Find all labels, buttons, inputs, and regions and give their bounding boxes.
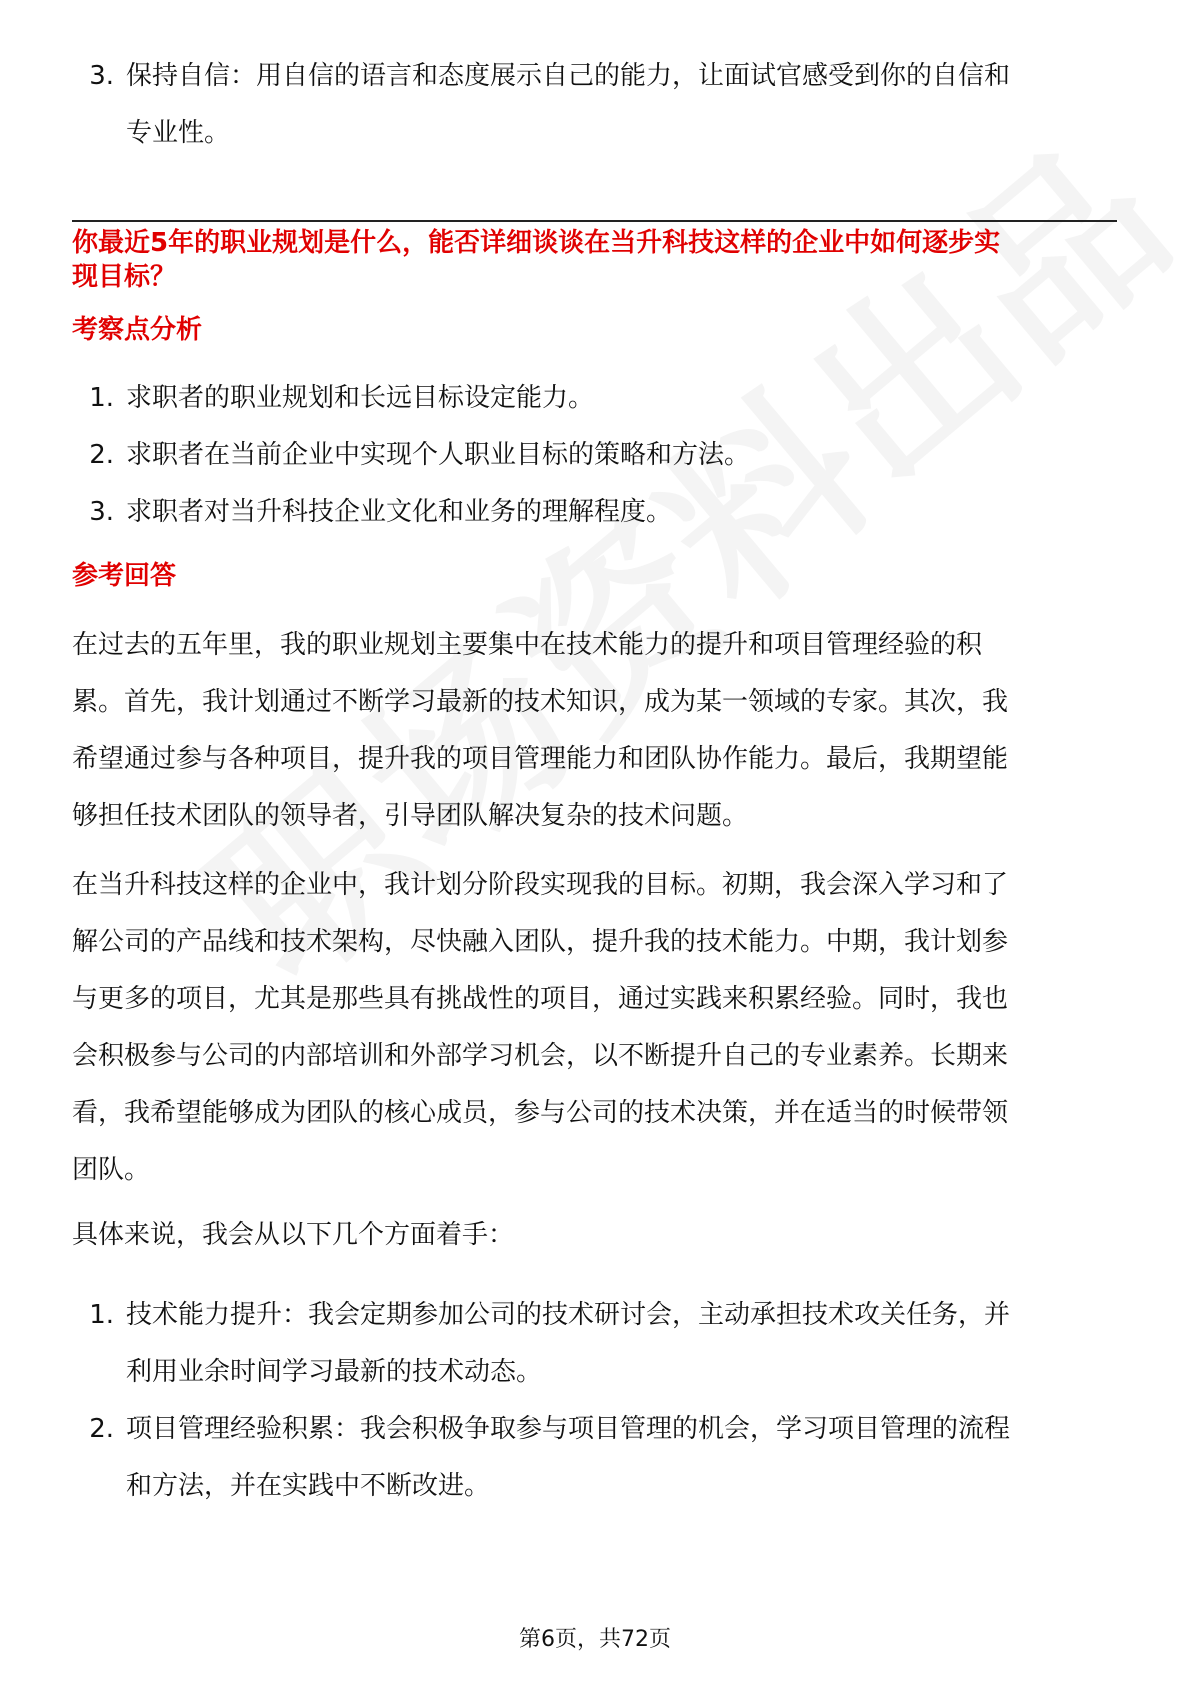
list-text-line: 技术能力提升：我会定期参加公司的技术研讨会，主动承担技术攻关任务，并	[126, 1300, 1011, 1330]
list-item	[72, 370, 1117, 427]
paragraph-line: 希望通过参与各种项目，提升我的项目管理能力和团队协作能力。最后，我期望能	[72, 744, 1009, 774]
answer-paragraph-2	[72, 857, 1117, 1199]
list-item	[72, 1401, 1117, 1515]
paragraph-line: 看，我希望能够成为团队的核心成员，参与公司的技术决策，并在适当的时候带领	[72, 1098, 1009, 1128]
paragraph-line: 累。首先，我计划通过不断学习最新的技术知识，成为某一领域的专家。其次，我	[72, 687, 1009, 717]
list-number: 3.	[89, 61, 114, 91]
paragraph-line: 够担任技术团队的领导者，引导团队解决复杂的技术问题。	[72, 801, 749, 831]
list-text-line: 专业性。	[126, 118, 231, 148]
list-number: 1.	[89, 383, 114, 413]
paragraph-line: 与更多的项目，尤其是那些具有挑战性的项目，通过实践来积累经验。同时，我也	[72, 984, 1009, 1014]
list-number: 2.	[89, 1414, 114, 1444]
list-number: 1.	[89, 1300, 114, 1330]
list-text: 求职者对当升科技企业文化和业务的理解程度。	[126, 497, 673, 527]
list-text-line: 项目管理经验积累：我会积极争取参与项目管理的机会，学习项目管理的流程	[126, 1414, 1011, 1444]
list-item	[72, 427, 1117, 484]
answer-paragraph-3: 具体来说，我会从以下几个方面着手：	[72, 1220, 515, 1250]
paragraph-line: 会积极参与公司的内部培训和外部学习机会，以不断提升自己的专业素养。长期来	[72, 1041, 1009, 1071]
paragraph-line: 在过去的五年里，我的职业规划主要集中在技术能力的提升和项目管理经验的积	[72, 630, 983, 660]
question-line: 你最近5年的职业规划是什么，能否详细谈谈在当升科技这样的企业中如何逐步实	[72, 228, 1001, 258]
list-number: 3.	[89, 497, 114, 527]
list-text: 求职者的职业规划和长远目标设定能力。	[126, 383, 595, 413]
list-text-line: 和方法，并在实践中不断改进。	[126, 1471, 491, 1501]
page-footer: 第6页，共72页	[519, 1627, 671, 1652]
paragraph-line: 团队。	[72, 1155, 151, 1185]
analysis-list	[72, 370, 1117, 541]
paragraph-line: 在当升科技这样的企业中，我计划分阶段实现我的目标。初期，我会深入学习和了	[72, 870, 1009, 900]
question-line: 现目标？	[72, 262, 177, 292]
answer-heading: 参考回答	[72, 561, 177, 591]
list-text: 求职者在当前企业中实现个人职业目标的策略和方法。	[126, 440, 751, 470]
question-heading	[72, 226, 1117, 294]
paragraph-line: 解公司的产品线和技术架构，尽快融入团队，提升我的技术能力。中期，我计划参	[72, 927, 1009, 957]
list-number: 2.	[89, 440, 114, 470]
answer-list	[72, 1287, 1117, 1515]
analysis-heading: 考察点分析	[72, 315, 203, 345]
divider	[72, 220, 1117, 222]
list-item	[72, 1287, 1117, 1401]
answer-paragraph-1	[72, 617, 1117, 845]
top-list-item	[72, 48, 1117, 162]
list-text-line: 保持自信：用自信的语言和态度展示自己的能力，让面试官感受到你的自信和	[126, 61, 1011, 91]
list-item	[72, 484, 1117, 541]
list-text-line: 利用业余时间学习最新的技术动态。	[126, 1357, 543, 1387]
